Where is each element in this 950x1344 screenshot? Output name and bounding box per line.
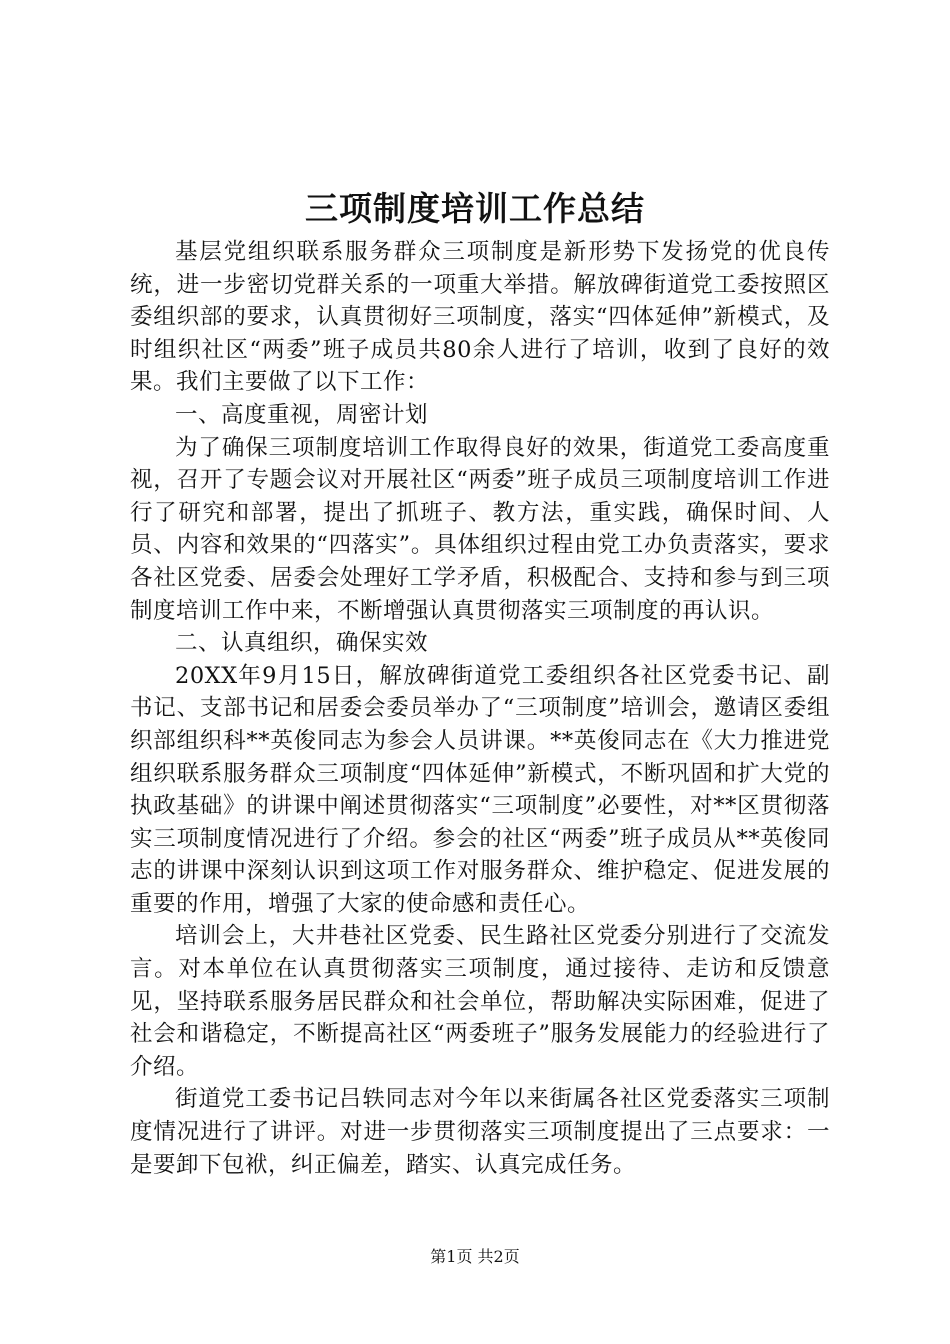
document-body — [130, 236, 830, 1181]
document-title: 三项制度培训工作总结 — [305, 189, 645, 228]
section-heading-1: 一、高度重视，周密计划 — [175, 401, 429, 428]
paragraph-section-2-b: 培训会上，大井巷社区党委、民生路社区党委分别进行了交流发言。对本单位在认真贯彻落实三项制度，通过接待、走访和反馈意见，坚持联系服务居民群众和社会单位，帮助解决实际困难，促进了社会和谐稳定，不断提高社区“两委班子”服务发展能力的经验进行了介绍。 — [130, 923, 830, 1080]
paragraph-section-1: 为了确保三项制度培训工作取得良好的效果，街道党工委高度重视，召开了专题会议对开展社区“两委”班子成员三项制度培训工作进行了研究和部署，提出了抓班子、教方法，重实践，确保时间、人员、内容和效果的“四落实”。具体组织过程由党工办负责落实，要求各社区党委、居委会处理好工学矛盾，积极配合、支持和参与到三项制度培训工作中来，不断增强认真贯彻落实三项制度的再认识。 — [130, 434, 830, 624]
paragraph-intro: 基层党组织联系服务群众三项制度是新形势下发扬党的优良传统，进一步密切党群关系的一项重大举措。解放碑街道党工委按照区委组织部的要求，认真贯彻好三项制度，落实“四体延伸”新模式，及时组织社区“两委”班子成员共80余人进行了培训，收到了良好的效果。我们主要做了以下工作： — [130, 239, 830, 396]
page-footer: 第1页 共2页 — [430, 1247, 520, 1266]
paragraph-section-2-c: 街道党工委书记吕轶同志对今年以来街属各社区党委落实三项制度情况进行了讲评。对进一步贯彻落实三项制度提出了三点要求：一是要卸下包袱，纠正偏差，踏实、认真完成任务。 — [130, 1086, 830, 1178]
paragraph-section-2-a: 20XX年9月15日，解放碑街道党工委组织各社区党委书记、副书记、支部书记和居委会委员举办了“三项制度”培训会，邀请区委组织部组织科**英俊同志为参会人员讲课。**英俊同志在《大力推进党组织联系服务群众三项制度“四体延伸”新模式，不断巩固和扩大党的执政基础》的讲课中阐述贯彻落实“三项制度”必要性，对**区贯彻落实三项制度情况进行了介绍。参会的社区“两委”班子成员从**英俊同志的讲课中深刻认识到这项工作对服务群众、维护稳定、促进发展的重要的作用，增强了大家的使命感和责任心。 — [130, 662, 830, 917]
section-heading-2: 二、认真组织，确保实效 — [175, 630, 429, 657]
